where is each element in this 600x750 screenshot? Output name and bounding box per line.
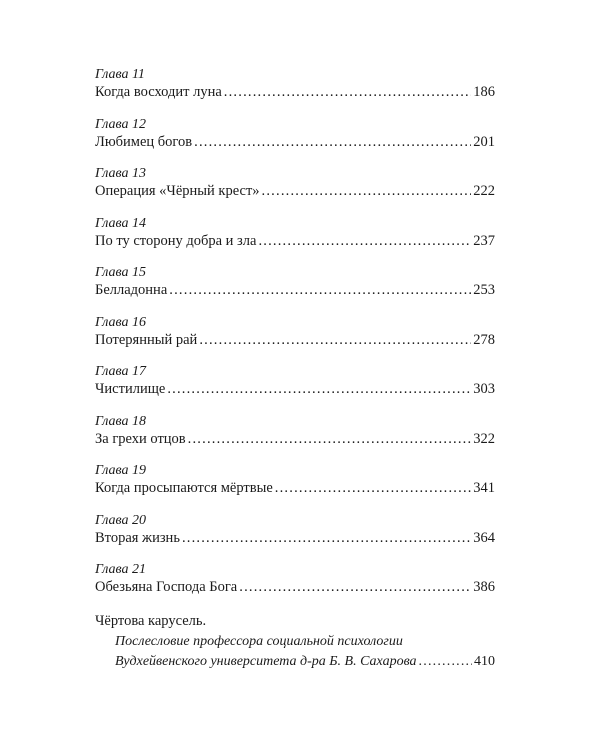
chapter-label: Глава 17: [95, 364, 146, 379]
page-number: 253: [473, 282, 495, 298]
chapter-title: Операция «Чёрный крест»: [95, 183, 260, 199]
afterword-line: [95, 652, 495, 672]
dot-leader: [182, 529, 471, 548]
dot-leader: [275, 479, 471, 498]
page-number: 341: [473, 480, 495, 496]
toc-line: [95, 479, 495, 498]
page-number: 237: [473, 232, 495, 249]
chapter-label: Глава 19: [95, 463, 146, 478]
dot-leader: [188, 430, 472, 449]
toc-line: [95, 232, 495, 251]
chapter-title: По ту сторону добра и зла: [95, 232, 257, 249]
chapter-label: Глава 12: [95, 116, 146, 132]
dot-leader: [419, 652, 472, 671]
toc-line: [95, 578, 495, 597]
dot-leader: [224, 83, 471, 102]
chapter-label: Глава 20: [95, 512, 146, 528]
page-number: 386: [473, 579, 495, 595]
toc-line: [95, 529, 495, 548]
dot-leader: [258, 232, 471, 251]
toc-entry: [95, 66, 495, 116]
chapter-title: Белладонна: [95, 282, 168, 298]
dot-leader: [262, 182, 472, 201]
dot-leader: [169, 281, 471, 300]
chapter-label: Глава 18: [95, 413, 146, 429]
toc-entry: [95, 264, 495, 314]
toc-entry: [95, 413, 495, 463]
toc-line: [95, 133, 495, 152]
page-number: 278: [473, 331, 495, 348]
chapter-title: Потерянный рай: [95, 331, 198, 348]
chapter-label: Глава 16: [95, 314, 146, 330]
page-number: 322: [473, 430, 495, 447]
page-number: 303: [473, 381, 495, 397]
toc-entry: [95, 462, 495, 512]
chapter-title: За грехи отцов: [95, 430, 186, 447]
chapter-title: Обезьяна Господа Бога: [95, 579, 238, 595]
chapter-label: Глава 13: [95, 166, 146, 181]
afterword-subtitle-line1: Послесловие профессора социальной психологии: [115, 634, 403, 649]
afterword-subtitle-line2: Вудхейвенского университета д-ра Б. В. Сахарова: [115, 654, 417, 669]
chapter-label: Глава 14: [95, 215, 146, 231]
chapter-title: Чистилище: [95, 381, 166, 397]
toc-line: [95, 430, 495, 449]
toc-line: [95, 182, 495, 201]
toc-entry: [95, 314, 495, 364]
dot-leader: [239, 578, 471, 597]
toc-entry: [95, 215, 495, 265]
chapter-label: Глава 11: [95, 67, 145, 82]
toc-entry: [95, 363, 495, 413]
page-number: 201: [473, 133, 495, 150]
chapter-label: Глава 15: [95, 265, 146, 280]
page-number: 364: [473, 529, 495, 546]
toc-entry: [95, 512, 495, 562]
table-of-contents: [95, 66, 495, 611]
toc-entry: [95, 561, 495, 611]
chapter-title: Вторая жизнь: [95, 529, 180, 546]
toc-line: [95, 380, 495, 399]
toc-line: [95, 331, 495, 350]
toc-line: [95, 83, 495, 102]
dot-leader: [199, 331, 471, 350]
toc-entry: [95, 165, 495, 215]
chapter-label: Глава 21: [95, 562, 146, 577]
page-number: 222: [473, 183, 495, 199]
afterword-entry: [95, 612, 495, 672]
chapter-title: Любимец богов: [95, 133, 193, 150]
toc-entry: [95, 116, 495, 166]
page-number: 410: [474, 654, 495, 669]
dot-leader: [194, 133, 471, 152]
toc-line: [95, 281, 495, 300]
chapter-title: Когда просыпаются мёртвые: [95, 480, 273, 496]
chapter-title: Когда восходит луна: [95, 84, 222, 100]
dot-leader: [167, 380, 471, 399]
page-number: 186: [473, 84, 495, 100]
afterword-title: Чёртова карусель.: [95, 613, 207, 629]
